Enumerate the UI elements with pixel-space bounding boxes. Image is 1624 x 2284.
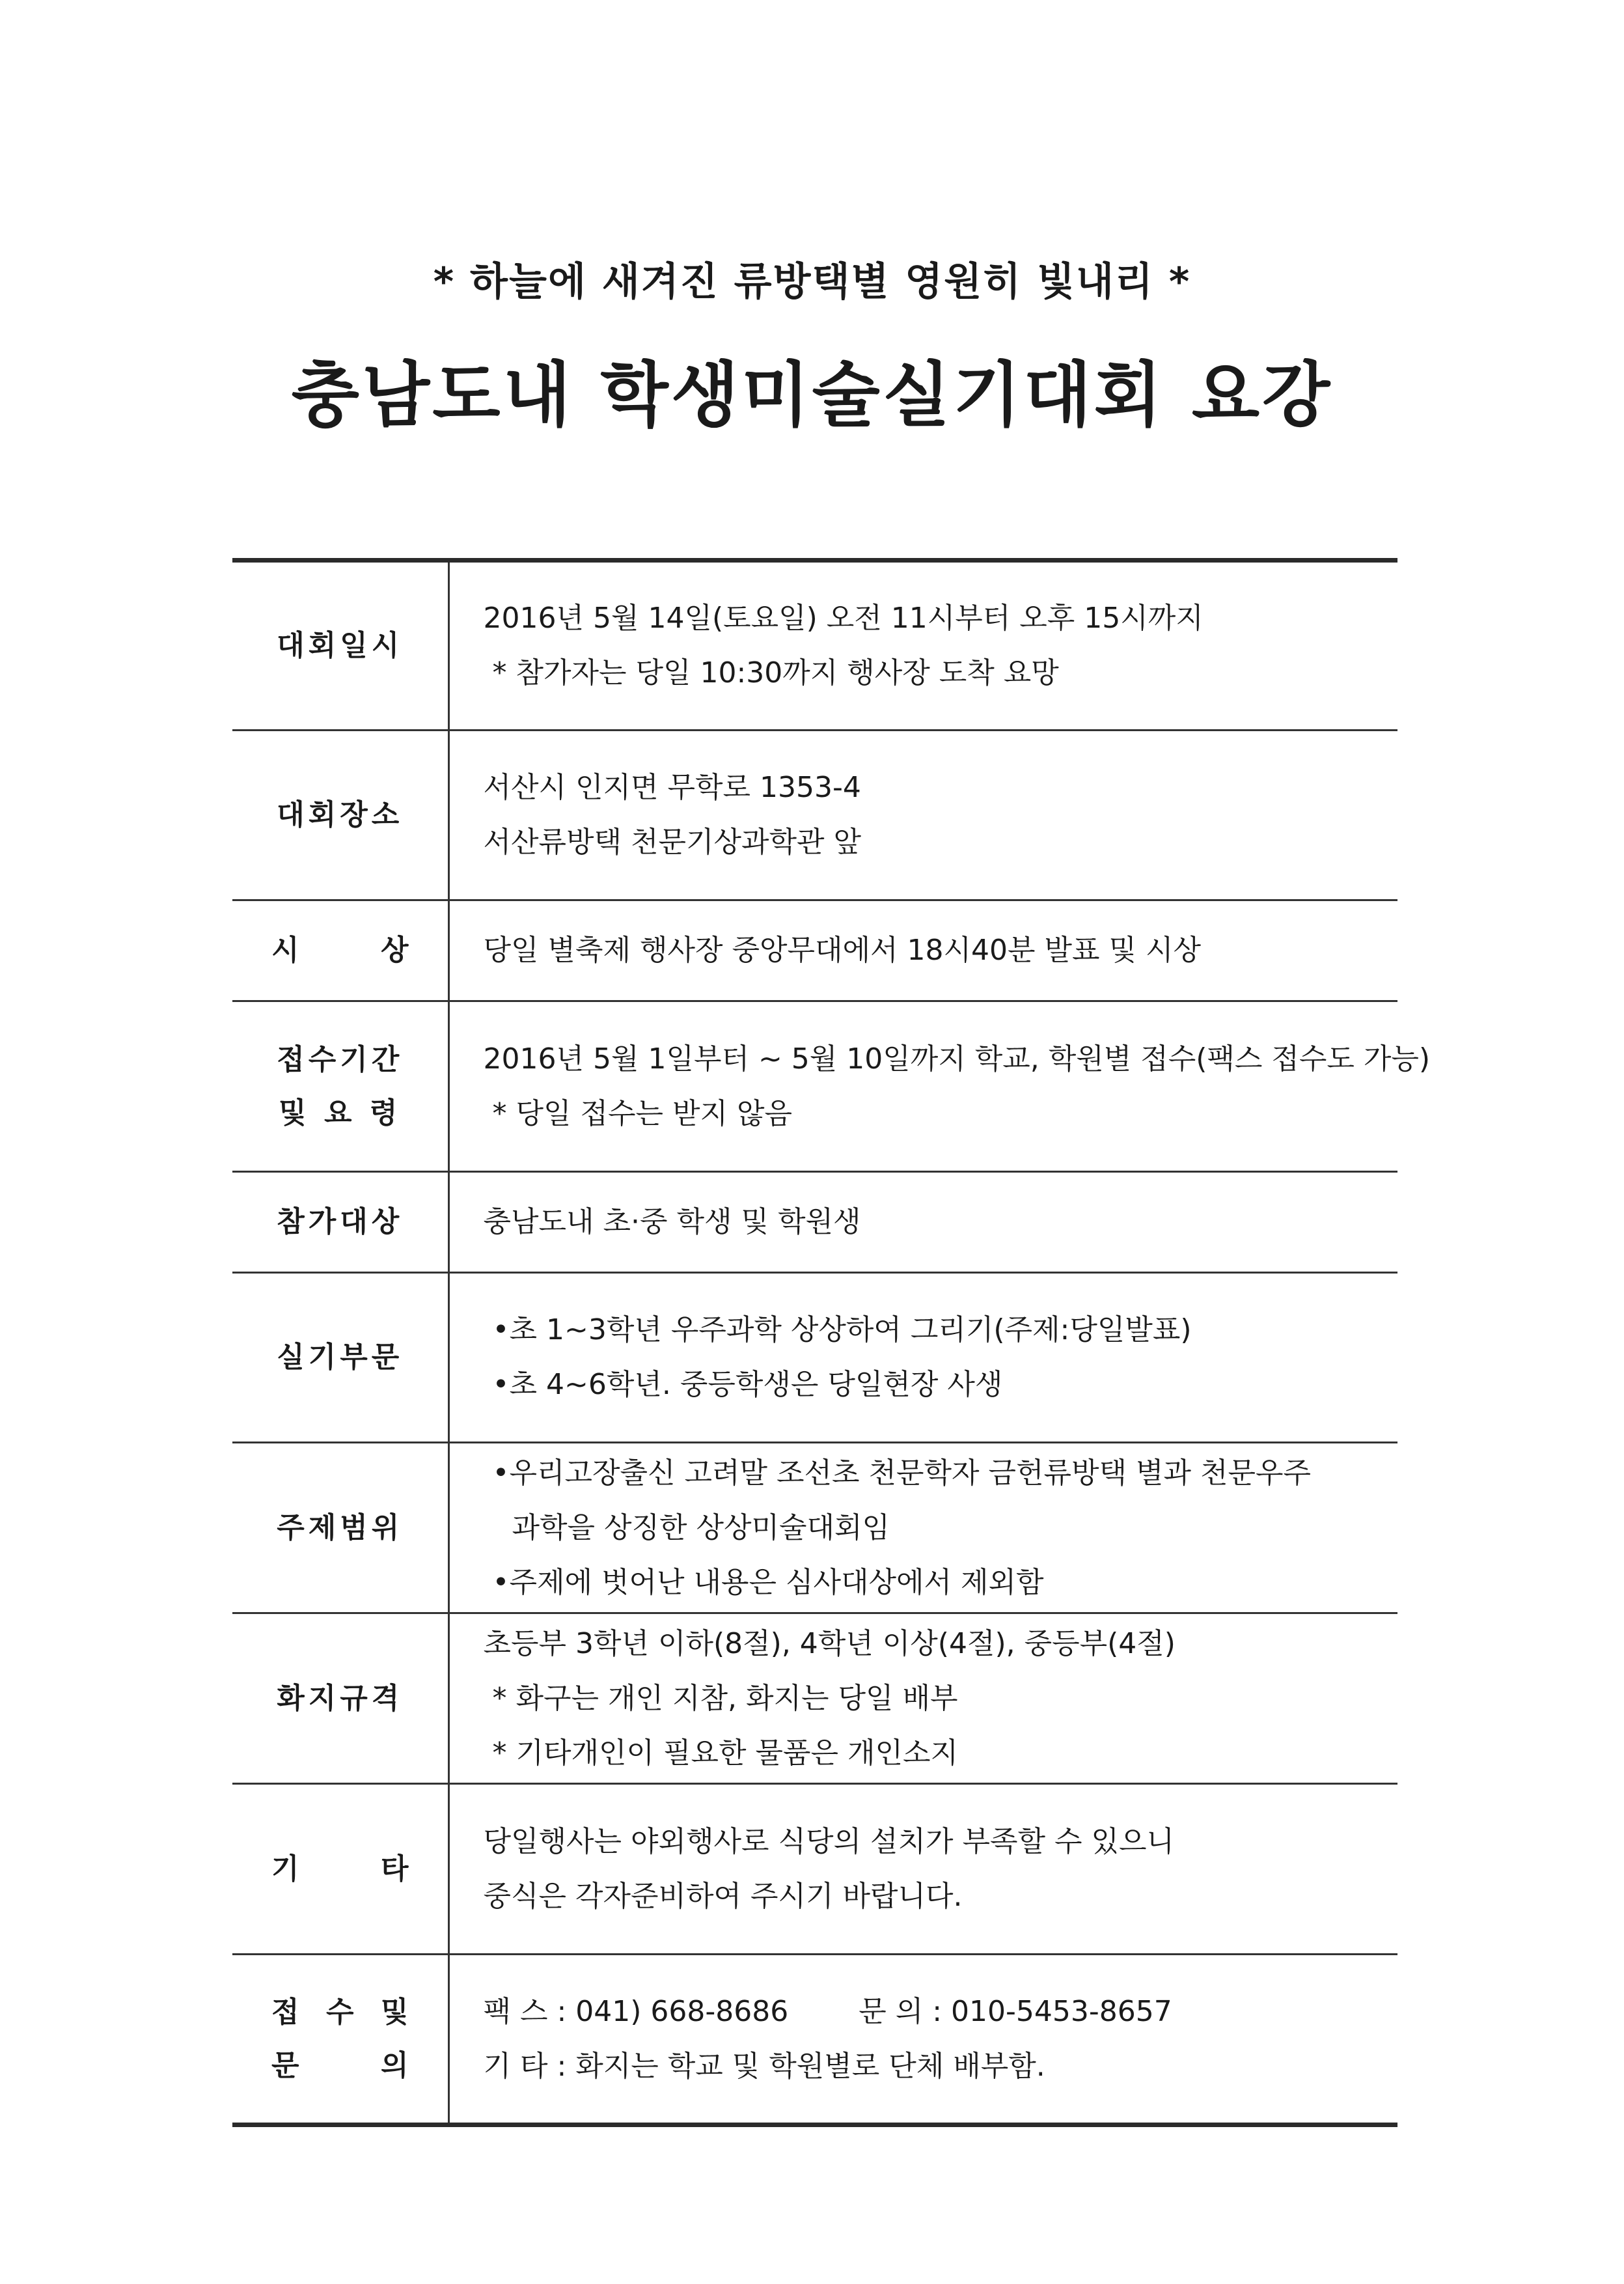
value-date (448, 561, 1397, 731)
venue-address: 서산시 인지면 무학로 1353-4 (483, 771, 861, 804)
label-theme: 주제범위 (232, 1443, 448, 1613)
event-slogan: * 하늘에 새겨진 류방택별 영원히 빛내리 * (433, 259, 1191, 305)
registration-period: 2016년 5월 1일부터 ~ 5월 10일까지 학교, 학원별 접수(팩스 접수도 가능) (483, 1042, 1431, 1076)
row-paper (232, 1613, 1397, 1784)
value-contact (448, 1955, 1397, 2125)
value-award (448, 900, 1397, 1001)
label-eligibility: 참가대상 (232, 1172, 448, 1273)
label-other: 기 타 (232, 1784, 448, 1955)
bullet-icon: • (492, 1456, 510, 1490)
theme-item: 주제에 벗어난 내용은 심사대상에서 제외함 (509, 1565, 1044, 1599)
row-date (232, 561, 1397, 731)
other-text: 당일행사는 야외행사로 식당의 설치가 부족할 수 있으니 (483, 1824, 1175, 1858)
category-item: 초 1~3학년 우주과학 상상하여 그리기(주제:당일발표) (509, 1313, 1192, 1346)
theme-item-continued: 과학을 상징한 상상미술대회임 (512, 1511, 890, 1544)
guidelines-table (232, 558, 1431, 2127)
value-paper (448, 1613, 1397, 1784)
theme-item: 우리고장출신 고려말 조선초 천문학자 금헌류방택 별과 천문우주 (509, 1456, 1312, 1490)
category-item: 초 4~6학년. 중등학생은 당일현장 사생 (509, 1368, 1003, 1401)
arrival-note: * 참가자는 당일 10:30까지 행사장 도착 요망 (492, 656, 1059, 689)
label-categories: 실기부문 (232, 1273, 448, 1443)
paper-size: 초등부 3학년 이하(8절), 4학년 이상(4절), 중등부(4절) (483, 1626, 1176, 1660)
other-text: 중식은 각자준비하여 주시기 바랍니다. (483, 1879, 963, 1913)
row-venue (232, 731, 1397, 900)
label-award: 시 상 (232, 900, 448, 1001)
value-registration (448, 1001, 1431, 1172)
distribution-note: 기 타 : 화지는 학교 및 학원별로 단체 배부함. (483, 2049, 1045, 2083)
date-text: 2016년 5월 14일(토요일) 오전 11시부터 오후 15시까지 (483, 602, 1204, 635)
row-eligibility (232, 1172, 1397, 1273)
row-other (232, 1784, 1397, 1955)
venue-name: 서산류방택 천문기상과학관 앞 (483, 826, 862, 859)
registration-note: * 당일 접수는 받지 않음 (492, 1096, 792, 1130)
fax-number: 팩 스 : 041) 668-8686 (483, 1994, 789, 2028)
value-categories (448, 1273, 1397, 1443)
bullet-icon: • (492, 1313, 510, 1346)
label-registration: 접수기간 및 요 령 (232, 1001, 448, 1172)
award-text: 당일 별축제 행사장 중앙무대에서 18시40분 발표 및 시상 (483, 934, 1201, 967)
row-theme (232, 1443, 1397, 1613)
label-date: 대회일시 (232, 561, 448, 731)
label-paper: 화지규격 (232, 1613, 448, 1784)
value-venue (448, 731, 1397, 900)
paper-note: * 기타개인이 필요한 물품은 개인소지 (492, 1736, 959, 1770)
bullet-icon: • (492, 1565, 510, 1599)
page-title: 충남도내 학생미술실기대회 요강 (291, 355, 1333, 436)
row-registration (232, 1001, 1397, 1172)
paper-note: * 화구는 개인 지참, 화지는 당일 배부 (492, 1681, 958, 1715)
value-other (448, 1784, 1397, 1955)
bullet-icon: • (492, 1368, 510, 1401)
label-contact: 접 수 및 문 의 (232, 1955, 448, 2125)
label-venue: 대회장소 (232, 731, 448, 900)
row-contact (232, 1955, 1397, 2125)
row-award (232, 900, 1397, 1001)
value-eligibility (448, 1172, 1397, 1273)
row-categories (232, 1273, 1397, 1443)
inquiry-number: 문 의 : 010-5453-8657 (859, 1994, 1172, 2028)
value-theme (448, 1443, 1397, 1613)
eligibility-text: 충남도내 초·중 학생 및 학원생 (483, 1205, 861, 1238)
